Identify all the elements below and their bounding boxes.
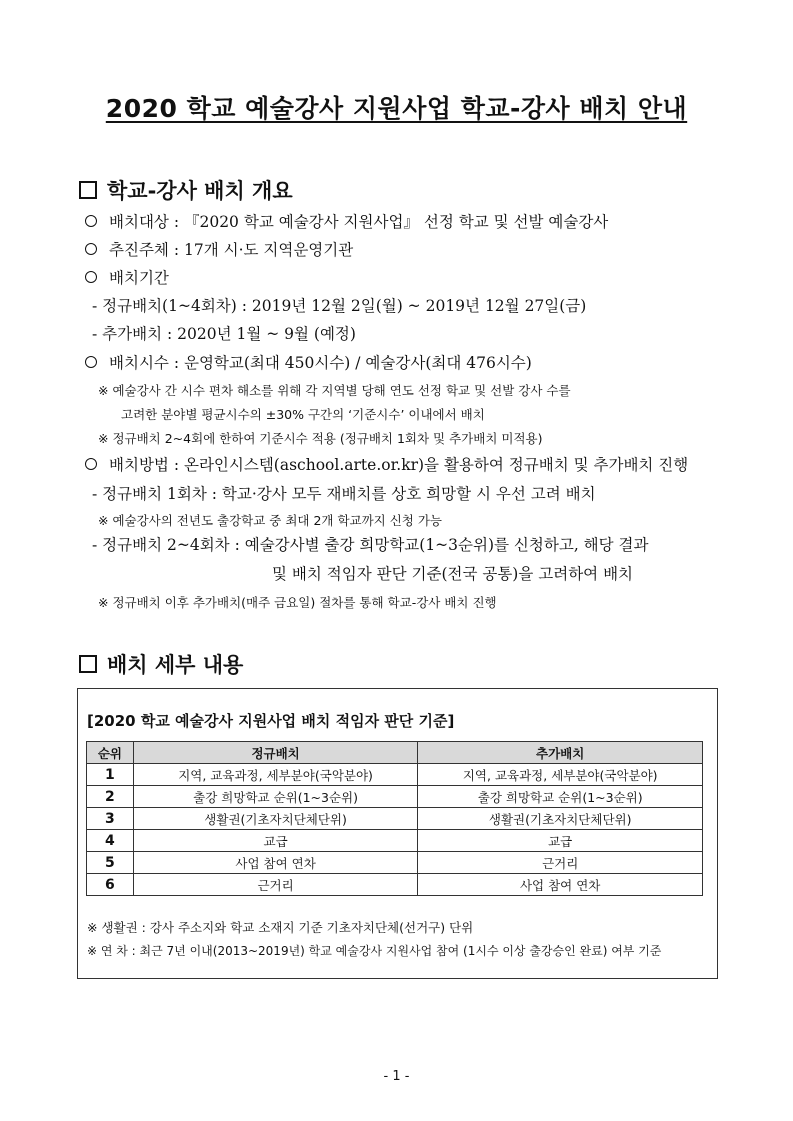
note-hours-1: ※ 예술강사 간 시수 편차 해소를 위해 각 지역별 당해 연도 선정 학교 및 선발 강사 수를 bbox=[98, 383, 571, 398]
regular-cell: 지역, 교육과정, 세부분야(국악분야) bbox=[133, 764, 418, 786]
square-bullet-icon bbox=[79, 655, 97, 673]
note-hours-3: ※ 정규배치 2~4회에 한하여 기준시수 적용 (정규배치 1회차 및 추가배치 미적용) bbox=[98, 431, 543, 446]
item-period: 배치기간 bbox=[85, 266, 169, 288]
item-method-round24-1: - 정규배치 2~4회차 : 예술강사별 출강 희망학교(1~3순위)를 신청하고, 해당 결과 bbox=[92, 536, 649, 554]
circle-bullet-icon bbox=[85, 356, 97, 368]
item-method-round24-2: 및 배치 적임자 판단 기준(전국 공통)을 고려하여 배치 bbox=[272, 565, 634, 583]
item-target: 배치대상 : 『2020 학교 예술강사 지원사업』 선정 학교 및 선발 예술강사 bbox=[85, 210, 608, 232]
rank-cell: 5 bbox=[87, 852, 134, 874]
table-row bbox=[87, 874, 703, 896]
page-number: - 1 - bbox=[383, 1069, 410, 1084]
note-hours-2: 고려한 분야별 평균시수의 ±30% 구간의 ‘기준시수’ 이내에서 배치 bbox=[121, 407, 485, 422]
criteria-table bbox=[86, 741, 703, 896]
table-row bbox=[87, 808, 703, 830]
regular-cell: 사업 참여 연차 bbox=[133, 852, 418, 874]
note-participation-years: ※ 연 차 : 최근 7년 이내(2013~2019년) 학교 예술강사 지원사업 참여 (1시수 이상 출강승인 완료) 여부 기준 bbox=[87, 944, 662, 958]
section-heading-details: 배치 세부 내용 bbox=[79, 649, 243, 679]
rank-cell: 2 bbox=[87, 786, 134, 808]
regular-cell: 근거리 bbox=[133, 874, 418, 896]
circle-bullet-icon bbox=[85, 271, 97, 283]
header-regular: 정규배치 bbox=[133, 742, 418, 764]
rank-cell: 6 bbox=[87, 874, 134, 896]
note-after: ※ 정규배치 이후 추가배치(매주 금요일) 절차를 통해 학교-강사 배치 진행 bbox=[98, 595, 497, 610]
additional-cell: 생활권(기초자치단체단위) bbox=[418, 808, 703, 830]
item-period-additional: - 추가배치 : 2020년 1월 ~ 9월 (예정) bbox=[92, 325, 356, 343]
item-period-regular: - 정규배치(1~4회차) : 2019년 12월 2일(월) ~ 2019년 12월 27일(금) bbox=[92, 297, 587, 315]
rank-cell: 3 bbox=[87, 808, 134, 830]
item-method-round1: - 정규배치 1회차 : 학교·강사 모두 재배치를 상호 희망할 시 우선 고려 배치 bbox=[92, 485, 596, 503]
square-bullet-icon bbox=[79, 181, 97, 199]
note-round1: ※ 예술강사의 전년도 출강학교 중 최대 2개 학교까지 신청 가능 bbox=[98, 513, 442, 528]
rank-cell: 4 bbox=[87, 830, 134, 852]
table-row bbox=[87, 830, 703, 852]
item-hours: 배치시수 : 운영학교(최대 450시수) / 예술강사(최대 476시수) bbox=[85, 351, 532, 373]
additional-cell: 사업 참여 연차 bbox=[418, 874, 703, 896]
rank-cell: 1 bbox=[87, 764, 134, 786]
circle-bullet-icon bbox=[85, 215, 97, 227]
additional-cell: 출강 희망학교 순위(1~3순위) bbox=[418, 786, 703, 808]
table-title: [2020 학교 예술강사 지원사업 배치 적임자 판단 기준] bbox=[87, 712, 455, 730]
additional-cell: 근거리 bbox=[418, 852, 703, 874]
additional-cell: 교급 bbox=[418, 830, 703, 852]
additional-cell: 지역, 교육과정, 세부분야(국악분야) bbox=[418, 764, 703, 786]
item-organizer: 추진주체 : 17개 시·도 지역운영기관 bbox=[85, 238, 353, 260]
circle-bullet-icon bbox=[85, 458, 97, 470]
regular-cell: 교급 bbox=[133, 830, 418, 852]
table-row bbox=[87, 852, 703, 874]
circle-bullet-icon bbox=[85, 243, 97, 255]
table-header-row bbox=[87, 742, 703, 764]
table-row bbox=[87, 786, 703, 808]
note-living-area: ※ 생활권 : 강사 주소지와 학교 소재지 기준 기초자치단체(선거구) 단위 bbox=[87, 920, 474, 935]
table-row bbox=[87, 764, 703, 786]
header-additional: 추가배치 bbox=[418, 742, 703, 764]
regular-cell: 생활권(기초자치단체단위) bbox=[133, 808, 418, 830]
header-rank: 순위 bbox=[87, 742, 134, 764]
regular-cell: 출강 희망학교 순위(1~3순위) bbox=[133, 786, 418, 808]
item-method: 배치방법 : 온라인시스템(aschool.arte.or.kr)을 활용하여 정규배치 및 추가배치 진행 bbox=[85, 453, 688, 475]
document-title: 2020 학교 예술강사 지원사업 학교-강사 배치 안내 bbox=[105, 94, 688, 123]
section-heading-overview: 학교-강사 배치 개요 bbox=[79, 175, 293, 205]
